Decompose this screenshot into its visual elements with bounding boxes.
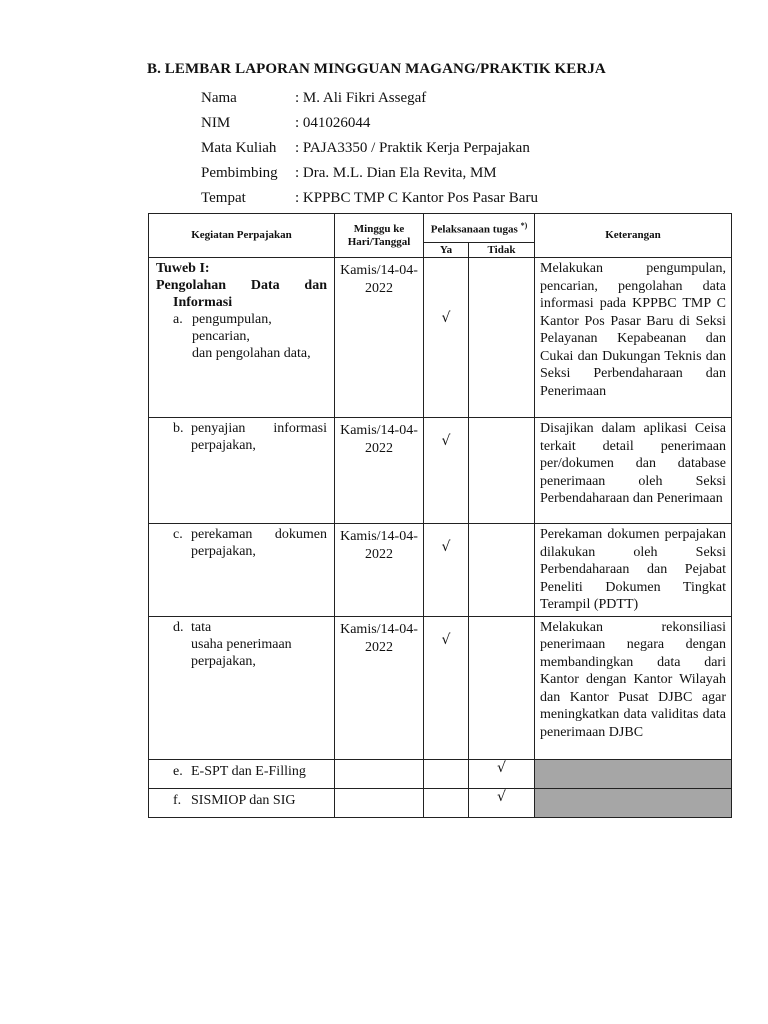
tidak-cell	[469, 788, 535, 817]
item-letter: b.	[173, 421, 184, 436]
item-line: perpajakan,	[191, 438, 256, 453]
info-label: Nama	[201, 90, 237, 106]
ya-cell	[424, 759, 469, 788]
item-text	[191, 311, 327, 362]
item-line: tata	[191, 619, 212, 635]
info-row-tempat	[201, 186, 538, 211]
kegiatan-cell	[149, 616, 335, 759]
header-minggu	[335, 214, 424, 258]
section-subtitle-text: Pengolahan Data dan	[156, 278, 327, 293]
kegiatan-cell	[149, 524, 335, 617]
kegiatan-cell	[149, 418, 335, 524]
section-subtitle-cont: Informasi	[173, 295, 233, 310]
item-text: E-SPT dan E-Filling	[191, 763, 306, 779]
kegiatan-cell	[149, 759, 335, 788]
item-line: dan pengolahan data,	[192, 346, 311, 361]
info-label: NIM	[201, 115, 231, 131]
header-ya: Ya	[424, 243, 469, 258]
info-label: Tempat	[201, 190, 246, 206]
item-letter: a.	[173, 312, 183, 327]
table-row	[149, 524, 732, 617]
report-heading: B. LEMBAR LAPORAN MINGGUAN MAGANG/PRAKTIK KERJA	[147, 61, 606, 77]
date-cell	[335, 524, 424, 617]
date-text: Kamis/14-04-2022	[340, 263, 418, 296]
item-text	[191, 619, 327, 670]
keterangan-cell: Melakukan rekonsiliasi penerimaan negara dengan membandingkan data dari Kantor dengan Kantor Wilayah dan Kantor Pusat DJBC agar meningkatkan data validitas data penerimaan DJBC	[535, 616, 732, 759]
keterangan-cell: Disajikan dalam aplikasi Ceisa terkait detail penerimaan per/dokumen dan database penerimaan oleh Seksi Perbendaharaan dan Penerimaan	[535, 418, 732, 524]
table-row	[149, 759, 732, 788]
section-title: Tuweb I:	[156, 261, 210, 276]
check-mark: √	[441, 433, 451, 449]
table-row	[149, 418, 732, 524]
info-value: : PAJA3350 / Praktik Kerja Perpajakan	[295, 140, 530, 156]
keterangan-cell: Melakukan pengumpulan, pencarian, pengolahan data informasi pada KPPBC TMP C Kantor Pos Pasar Baru di Seksi Pelayanan Kepabeanan dan Cukai dan Dukungan Teknis dan Seksi Perbendaharaan dan Penerimaan	[535, 258, 732, 418]
ya-cell	[424, 258, 469, 418]
kegiatan-cell	[149, 258, 335, 418]
table-row	[149, 258, 732, 418]
header-minggu-text: Minggu ke Hari/Tanggal	[347, 222, 411, 248]
list-item	[156, 526, 327, 560]
date-text: Kamis/14-04-2022	[340, 621, 418, 655]
item-text	[191, 420, 327, 454]
tidak-cell	[469, 759, 535, 788]
date-cell	[335, 258, 424, 418]
list-item	[156, 792, 327, 809]
activity-table	[148, 213, 732, 818]
check-mark: √	[441, 631, 451, 648]
ya-cell	[424, 418, 469, 524]
info-value: : Dra. M.L. Dian Ela Revita, MM	[295, 165, 497, 181]
item-line: perpajakan,	[191, 653, 256, 669]
ya-cell	[424, 616, 469, 759]
info-row-pembimbing	[201, 161, 538, 186]
item-letter: d.	[173, 619, 184, 635]
info-row-nim	[201, 111, 538, 136]
list-item	[156, 420, 327, 454]
keterangan-cell-shaded	[535, 788, 732, 817]
ya-cell	[424, 524, 469, 617]
date-text: Kamis/14-04-2022	[340, 529, 418, 562]
item-line: pencarian,	[192, 329, 250, 344]
ya-cell	[424, 788, 469, 817]
info-row-mata-kuliah	[201, 136, 538, 161]
section-subtitle	[156, 277, 327, 294]
table-row	[149, 788, 732, 817]
info-value: : KPPBC TMP C Kantor Pos Pasar Baru	[295, 190, 538, 206]
header-pelaksanaan-text: Pelaksanaan tugas	[430, 223, 518, 236]
item-letter: e.	[173, 763, 183, 779]
list-item	[156, 311, 327, 362]
item-line: penyajian informasi	[191, 421, 327, 436]
student-info	[201, 86, 538, 211]
item-line: perekaman dokumen	[191, 527, 327, 542]
tidak-cell	[469, 258, 535, 418]
date-cell	[335, 418, 424, 524]
item-line: pengumpulan,	[192, 312, 272, 327]
date-cell	[335, 788, 424, 817]
header-keterangan: Keterangan	[535, 214, 732, 258]
tidak-cell	[469, 418, 535, 524]
info-label: Mata Kuliah	[201, 140, 277, 156]
kegiatan-cell	[149, 788, 335, 817]
info-label: Pembimbing	[201, 165, 278, 181]
item-line: usaha penerimaan	[191, 636, 292, 652]
date-text: Kamis/14-04-2022	[340, 423, 418, 456]
check-mark: √	[497, 788, 506, 805]
info-value: : M. Ali Fikri Assegaf	[295, 90, 427, 106]
check-mark: √	[497, 759, 506, 776]
keterangan-cell: Perekaman dokumen perpajakan dilakukan oleh Seksi Perbendaharaan dan Pejabat Peneliti Dokumen Tingkat Terampil (PDTT)	[535, 524, 732, 617]
tidak-cell	[469, 616, 535, 759]
table-row	[149, 616, 732, 759]
date-cell	[335, 616, 424, 759]
tidak-cell	[469, 524, 535, 617]
header-tidak: Tidak	[469, 243, 535, 258]
check-mark: √	[441, 310, 451, 326]
date-cell	[335, 759, 424, 788]
header-pelaksanaan	[424, 214, 535, 243]
list-item	[156, 619, 327, 670]
header-pelaksanaan-footnote: *)	[520, 221, 528, 231]
info-value: : 041026044	[295, 115, 371, 131]
check-mark: √	[441, 539, 451, 555]
item-letter: c.	[173, 527, 183, 542]
item-line: perpajakan,	[191, 544, 256, 559]
keterangan-cell-shaded	[535, 759, 732, 788]
list-item	[156, 763, 327, 780]
item-letter: f.	[173, 792, 182, 808]
header-kegiatan: Kegiatan Perpajakan	[149, 214, 335, 258]
item-text: SISMIOP dan SIG	[191, 792, 296, 808]
item-text	[191, 526, 327, 560]
info-row-nama	[201, 86, 538, 111]
